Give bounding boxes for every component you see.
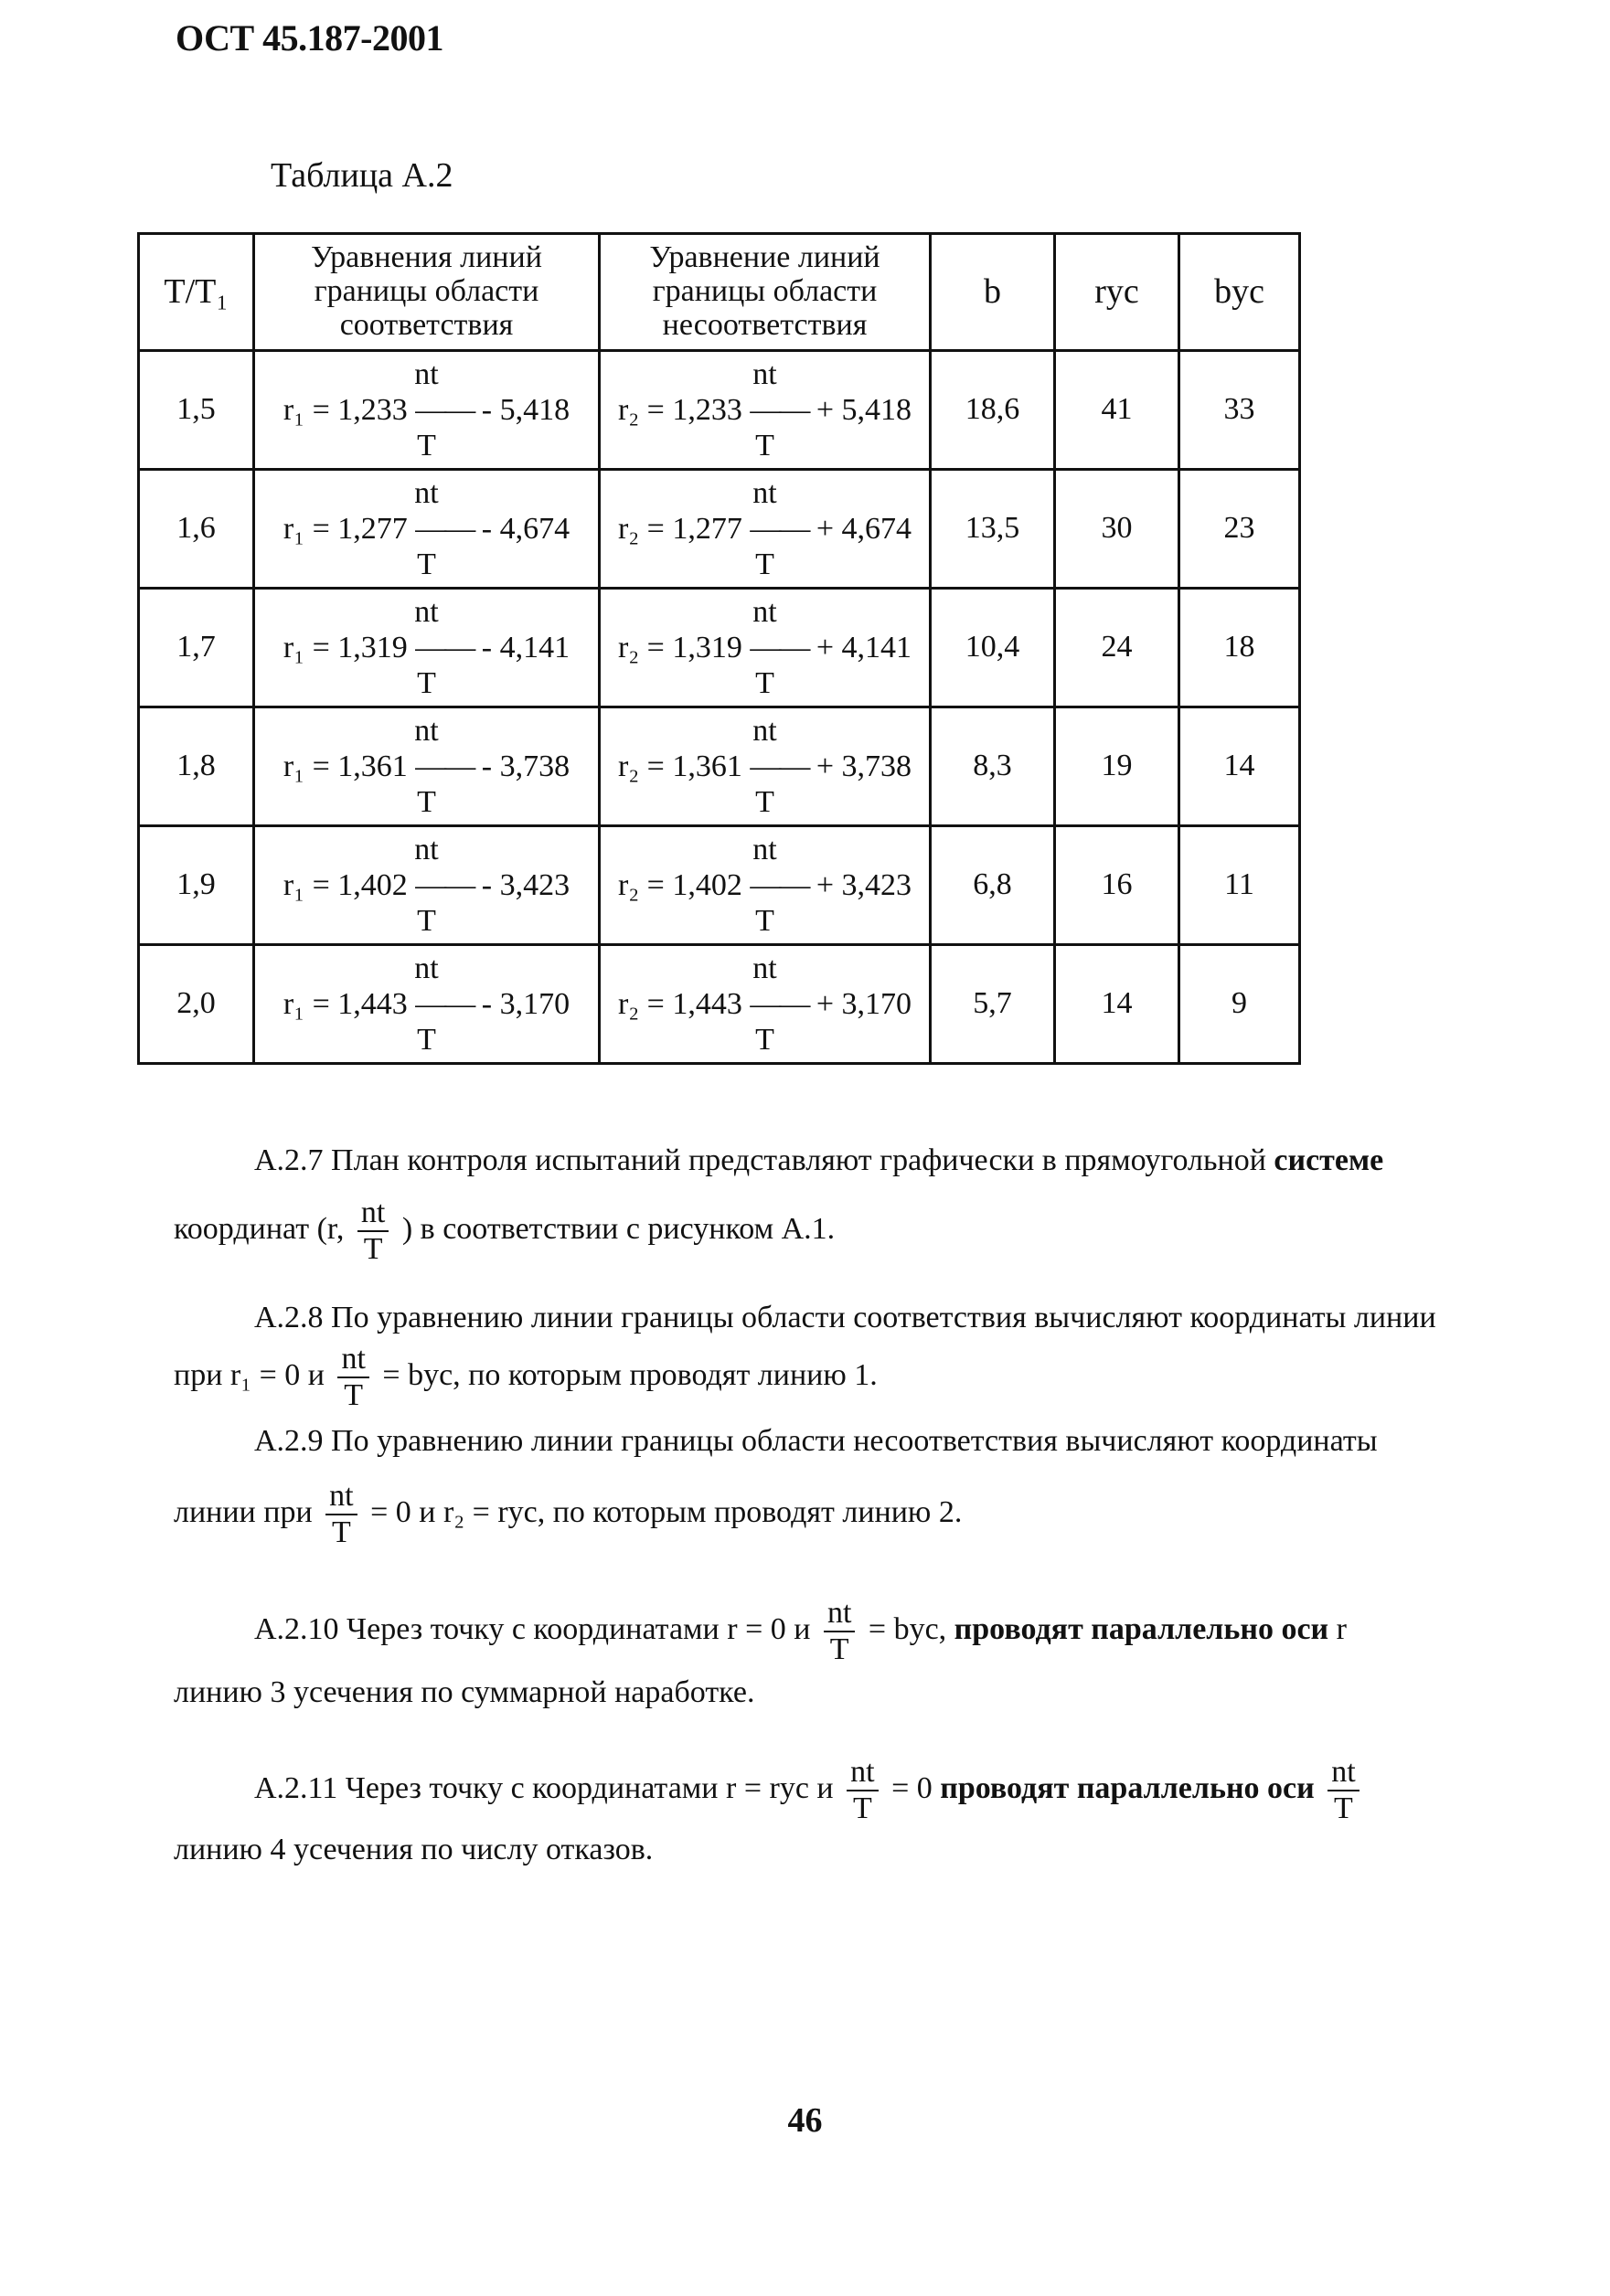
cell-r-uc: 16	[1055, 826, 1179, 945]
fraction-nt-over-t: $\frac{nt}{T}$	[847, 1757, 878, 1824]
cell-nonconformity-eq: nt r₂ = 1,402 —— + 3,423 T	[600, 826, 931, 945]
cell-conformity-eq: nt r₁ = 1,443 —— - 3,170 T	[254, 945, 600, 1064]
cell-b-uc: 23	[1179, 470, 1300, 589]
cell-ratio: 2,0	[139, 945, 254, 1064]
cell-b: 10,4	[931, 589, 1055, 707]
cell-nonconformity-eq: nt r₂ = 1,443 —— + 3,170 T	[600, 945, 931, 1064]
cell-ratio: 1,7	[139, 589, 254, 707]
document-code: ОСТ 45.187-2001	[176, 17, 443, 58]
header-nonconformity-eq: Уравнение линий границы области несоответствия	[600, 234, 931, 351]
cell-conformity-eq: nt r₁ = 1,361 —— - 3,738 T	[254, 707, 600, 826]
cell-r-uc: 14	[1055, 945, 1179, 1064]
paragraph-a27-line1: А.2.7 План контроля испытаний представляют графически в прямоугольной системе	[254, 1143, 1384, 1177]
fraction-nt-over-t: $\frac{nt}{T}$	[1327, 1757, 1359, 1824]
cell-b: 18,6	[931, 351, 1055, 470]
table-row	[139, 470, 1300, 589]
fraction-nt-over-t: $\frac{nt}{T}$	[357, 1197, 389, 1265]
header-conformity-eq: Уравнения линий границы области соответствия	[254, 234, 600, 351]
table-row	[139, 707, 1300, 826]
cell-b-uc: 11	[1179, 826, 1300, 945]
cell-r-uc: 24	[1055, 589, 1179, 707]
cell-b-uc: 14	[1179, 707, 1300, 826]
data-table	[137, 232, 1301, 1065]
cell-r-uc: 41	[1055, 351, 1179, 470]
fraction-nt-over-t: $\frac{nt}{T}$	[337, 1344, 368, 1411]
cell-r-uc: 30	[1055, 470, 1179, 589]
paragraph-a211-line2: линию 4 усечения по числу отказов.	[174, 1833, 654, 1866]
paragraph-a27-line2: координат (r, $\frac{nt}{T}$ ) в соответствии с рисунком А.1.	[174, 1196, 836, 1266]
cell-b-uc: 9	[1179, 945, 1300, 1064]
header-b-uc: bус	[1179, 234, 1300, 351]
cell-conformity-eq: nt r₁ = 1,233 —— - 5,418 T	[254, 351, 600, 470]
cell-b: 5,7	[931, 945, 1055, 1064]
table-row	[139, 589, 1300, 707]
table-caption: Таблица А.2	[271, 156, 453, 195]
cell-nonconformity-eq: nt r₂ = 1,233 —— + 5,418 T	[600, 351, 931, 470]
table-row	[139, 945, 1300, 1064]
paragraph-a29-line2: линии при $\frac{nt}{T}$ = 0 и r₂ = rус, по которым проводят линию 2.	[174, 1479, 963, 1549]
cell-r-uc: 19	[1055, 707, 1179, 826]
cell-b: 6,8	[931, 826, 1055, 945]
paragraph-a28-line1: А.2.8 По уравнению линии границы области соответствия вычисляют координаты линии	[254, 1301, 1436, 1334]
cell-conformity-eq: nt r₁ = 1,277 —— - 4,674 T	[254, 470, 600, 589]
cell-nonconformity-eq: nt r₂ = 1,277 —— + 4,674 T	[600, 470, 931, 589]
paragraph-a28-line2: при r₁ = 0 и $\frac{nt}{T}$ = bус, по которым проводят линию 1.	[174, 1342, 878, 1412]
paragraph-a211-line1: А.2.11 Через точку с координатами r = rус и $\frac{nt}{T}$ = 0 проводят параллельно оси $\frac{nt}{T}$	[174, 1757, 1552, 1824]
cell-b-uc: 33	[1179, 351, 1300, 470]
table-header-row	[139, 234, 1300, 351]
cell-conformity-eq: nt r₁ = 1,402 —— - 3,423 T	[254, 826, 600, 945]
cell-nonconformity-eq: nt r₂ = 1,361 —— + 3,738 T	[600, 707, 931, 826]
cell-b: 8,3	[931, 707, 1055, 826]
header-b: b	[931, 234, 1055, 351]
paragraph-a210-line2: линию 3 усечения по суммарной наработке.	[174, 1675, 755, 1709]
cell-ratio: 1,9	[139, 826, 254, 945]
cell-b-uc: 18	[1179, 589, 1300, 707]
cell-b: 13,5	[931, 470, 1055, 589]
page-number: 46	[787, 2101, 823, 2140]
cell-conformity-eq: nt r₁ = 1,319 —— - 4,141 T	[254, 589, 600, 707]
cell-ratio: 1,8	[139, 707, 254, 826]
table-row	[139, 351, 1300, 470]
cell-nonconformity-eq: nt r₂ = 1,319 —— + 4,141 T	[600, 589, 931, 707]
table-row	[139, 826, 1300, 945]
cell-ratio: 1,5	[139, 351, 254, 470]
paragraph-a210-line1: А.2.10 Через точку с координатами r = 0 и $\frac{nt}{T}$ = bус, проводят параллельно оси r	[254, 1596, 1347, 1666]
fraction-nt-over-t: $\frac{nt}{T}$	[325, 1481, 357, 1548]
paragraph-a29-line1: А.2.9 По уравнению линии границы области несоответствия вычисляют координаты	[254, 1424, 1378, 1458]
cell-ratio: 1,6	[139, 470, 254, 589]
header-r-uc: rус	[1055, 234, 1179, 351]
fraction-nt-over-t: $\frac{nt}{T}$	[824, 1598, 855, 1665]
header-ratio: T/T₁	[139, 234, 254, 351]
